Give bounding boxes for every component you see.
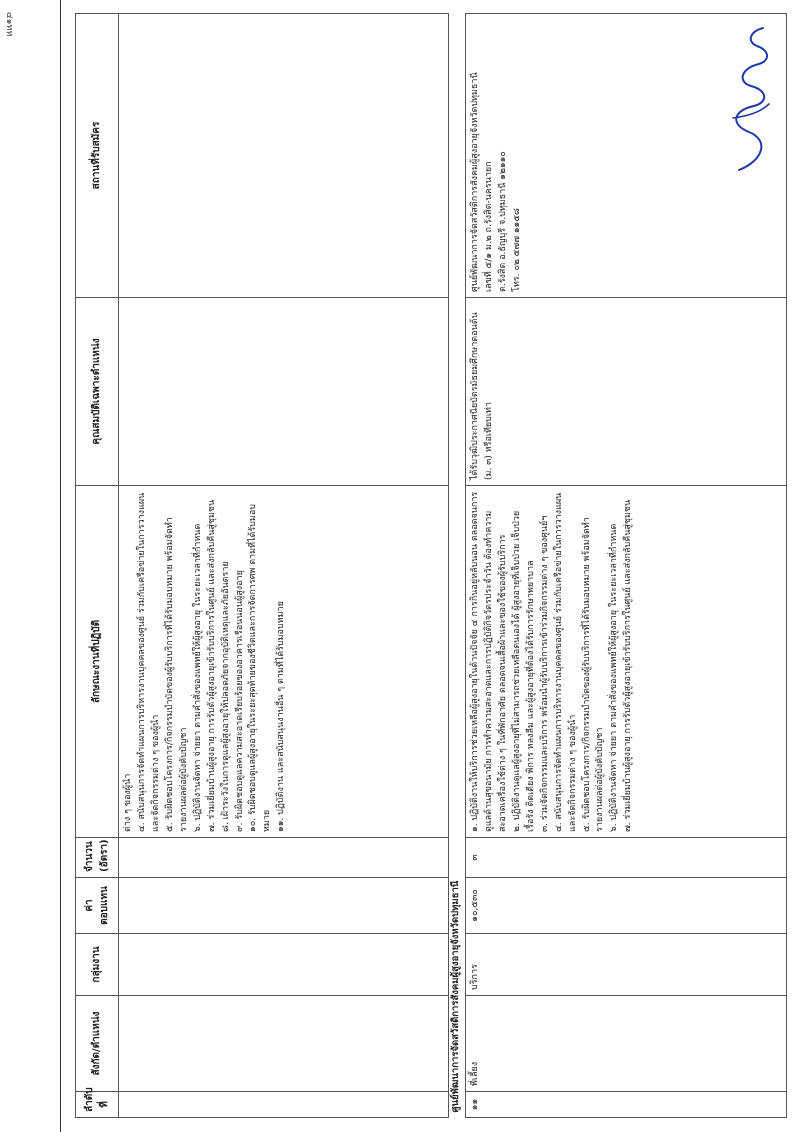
- duty-item: ๑. ปฏิบัติงานให้บริการช่วยเหลือผู้สูงอายุในด้านปัจจัย ๔ การกินอยู่หลับนอน ตลอดจนการดูแลด้านสุขอนามัย การทำความสะอาดและการปฏิบัติกิจวัตรประจำวัน ต้องทำความสะอาดเครื่องใช้ต่าง ๆ ในที่พักอาศัย ตลอดจนเสื้อผ้าและของใช้ของผู้รับบริการ: [470, 491, 508, 832]
- duty-item: ต่าง ๆ ของผู้นำ: [123, 773, 133, 832]
- header-location: สถานที่รับสมัคร: [76, 14, 119, 298]
- rotated-table-area: [61, 0, 800, 1132]
- header-salary: ค่าตอบแทน: [76, 878, 119, 934]
- duty-item: ๗. ร่วมเยี่ยมบ้านผู้สูงอายุ การรับตัวผู้สูงอายุเข้ารับบริการในศูนย์ และส่งกลับคืนสู่ชุมชน: [206, 499, 217, 832]
- continued-duties: [119, 486, 449, 838]
- continued-location: [119, 14, 449, 298]
- unit-heading: ศูนย์พัฒนาการจัดสวัสดิการสังคมผู้สูงอายุจังหวัดปทุมธานี: [449, 14, 466, 1118]
- location-line: ศูนย์พัฒนาการจัดสวัสดิการสังคมผู้สูงอายุจังหวัดปทุมธานี: [470, 72, 480, 292]
- header-duties: ลักษณะงานที่ปฏิบัติ: [76, 486, 119, 838]
- continued-position: [119, 996, 449, 1092]
- duty-item: ๕. รับผิดชอบโครงการ/กิจกรรมบำบัดของผู้รับบริการที่ได้รับมอบหมาย พร้อมจัดทำรายงานผลต่อผู้บังคับบัญชา: [581, 517, 606, 832]
- duty-item: ๗. ร่วมเยี่ยมบ้านผู้สูงอายุ การรับตัวผู้สูงอายุเข้ารับบริการในศูนย์ และส่งกลับคืนสู่ชุมชน: [623, 499, 634, 832]
- row-no: ๑๑: [466, 1092, 787, 1118]
- duty-item: ๒. ปฏิบัติงานดูแลผู้สูงอายุที่ไม่สามารถช่วยเหลือตนเองได้ ผู้สูงอายุที่เจ็บป่วย เจ็บป่วยเรื้อรัง ติดเตียง พิการ หลงลืม และผู้สูงอายุที่ต้องได้รับการรักษาพยาบาล: [511, 510, 536, 832]
- job-positions-table: [75, 13, 787, 1118]
- unit-heading-row: [449, 14, 466, 1118]
- header-row: [76, 14, 119, 1118]
- row-qualifications: [466, 298, 787, 486]
- duty-item: ๖. ปฏิบัติงานจัดหา จ่ายยา ตามคำสั่งของแพทย์ให้ผู้สูงอายุ ในระยะเวลาที่กำหนด: [609, 523, 620, 832]
- header-position: สังกัด/ตำแหน่ง: [76, 996, 119, 1092]
- continued-group: [119, 934, 449, 996]
- row-salary: ๑๐,๕๓๐: [466, 878, 787, 934]
- location-line: ต.รังสิต อ.ธัญบุรี จ.ปทุมธานี ๑๒๑๑๐: [497, 151, 508, 292]
- handwritten-signature: [719, 20, 779, 180]
- duty-item: ๕. รับผิดชอบโครงการ/กิจกรรมบำบัดของผู้รับบริการที่ได้รับมอบหมาย พร้อมจัดทำรายงานผลต่อผู้บังคับบัญชา: [164, 517, 189, 832]
- duty-item: ๑๐. รับผิดชอบดูแลผู้สูงอายุในระยะสุดท้ายของชีวิตและการจัดการศพ ตามที่ได้รับมอบหมาย: [248, 504, 273, 832]
- duty-item: ๘. เฝ้าระวังในการดูแลผู้สูงอายุให้ปลอดภัยจากอุบัติเหตุและภัยอันตราย: [220, 561, 231, 832]
- location-line: เลขที่ ๕/๑ ม.๒ ถ.รังสิต-นครนายก: [483, 161, 494, 292]
- duty-item: ๔. สนับสนุนการจัดทำแผนการบริหารงานบุคคลของศูนย์ ร่วมกับเครือข่ายในการวางแผนและจัดกิจกรรมต่าง ๆ ของผู้นำ: [136, 492, 161, 832]
- header-no: ลำดับที่: [76, 1092, 119, 1118]
- row-position: พี่เลี้ยง: [466, 996, 787, 1092]
- duty-item: ๖. ปฏิบัติงานจัดหา จ่ายยา ตามคำสั่งของแพทย์ให้ผู้สูงอายุ ในระยะเวลาที่กำหนด: [192, 523, 203, 832]
- page-number: ๔๑ทท: [4, 12, 14, 37]
- continued-count: [119, 838, 449, 878]
- continued-qualifications: [119, 298, 449, 486]
- continued-no: [119, 1092, 449, 1118]
- document-sheet: [60, 0, 800, 1132]
- header-group: กลุ่มงาน: [76, 934, 119, 996]
- continued-salary: [119, 878, 449, 934]
- row-duties: [466, 486, 787, 838]
- continued-row: [119, 14, 449, 1118]
- header-qualifications: คุณสมบัติเฉพาะตำแหน่ง: [76, 298, 119, 486]
- header-count: จำนวน (อัตรา): [76, 838, 119, 878]
- duty-item: ๙. รับผิดชอบดูแลความสะอาดเรียบร้อยของอาคารเรือนนอนผู้สูงอายุ: [234, 570, 245, 832]
- row-group: บริการ: [466, 934, 787, 996]
- duty-item: ๑๑. ปฏิบัติงาน และสนับสนุนงานอื่น ๆ ตามที่ได้รับมอบหมาย: [276, 601, 287, 832]
- duty-item: ๔. สนับสนุนการจัดทำแผนการบริหารงานบุคคลของศูนย์ ร่วมกับเครือข่ายในการวางแผนและจัดกิจกรรมต่าง ๆ ของผู้นำ: [553, 492, 578, 832]
- location-line: โทร. ๐๒ ๕๗๗ ๑๑๕๘: [511, 208, 522, 292]
- qualification-item: ได้รับวุฒิประกาศนียบัตรมัธยมศึกษาตอนต้น (ม. ๓) หรือเทียบเท่า: [470, 312, 494, 480]
- duty-item: ๓. ร่วมจัดกิจกรรมและบริการ พร้อมนำผู้รับบริการเข้าร่วมกิจกรรมต่าง ๆ ของศูนย์ฯ: [539, 515, 550, 832]
- row-count: ๓: [466, 838, 787, 878]
